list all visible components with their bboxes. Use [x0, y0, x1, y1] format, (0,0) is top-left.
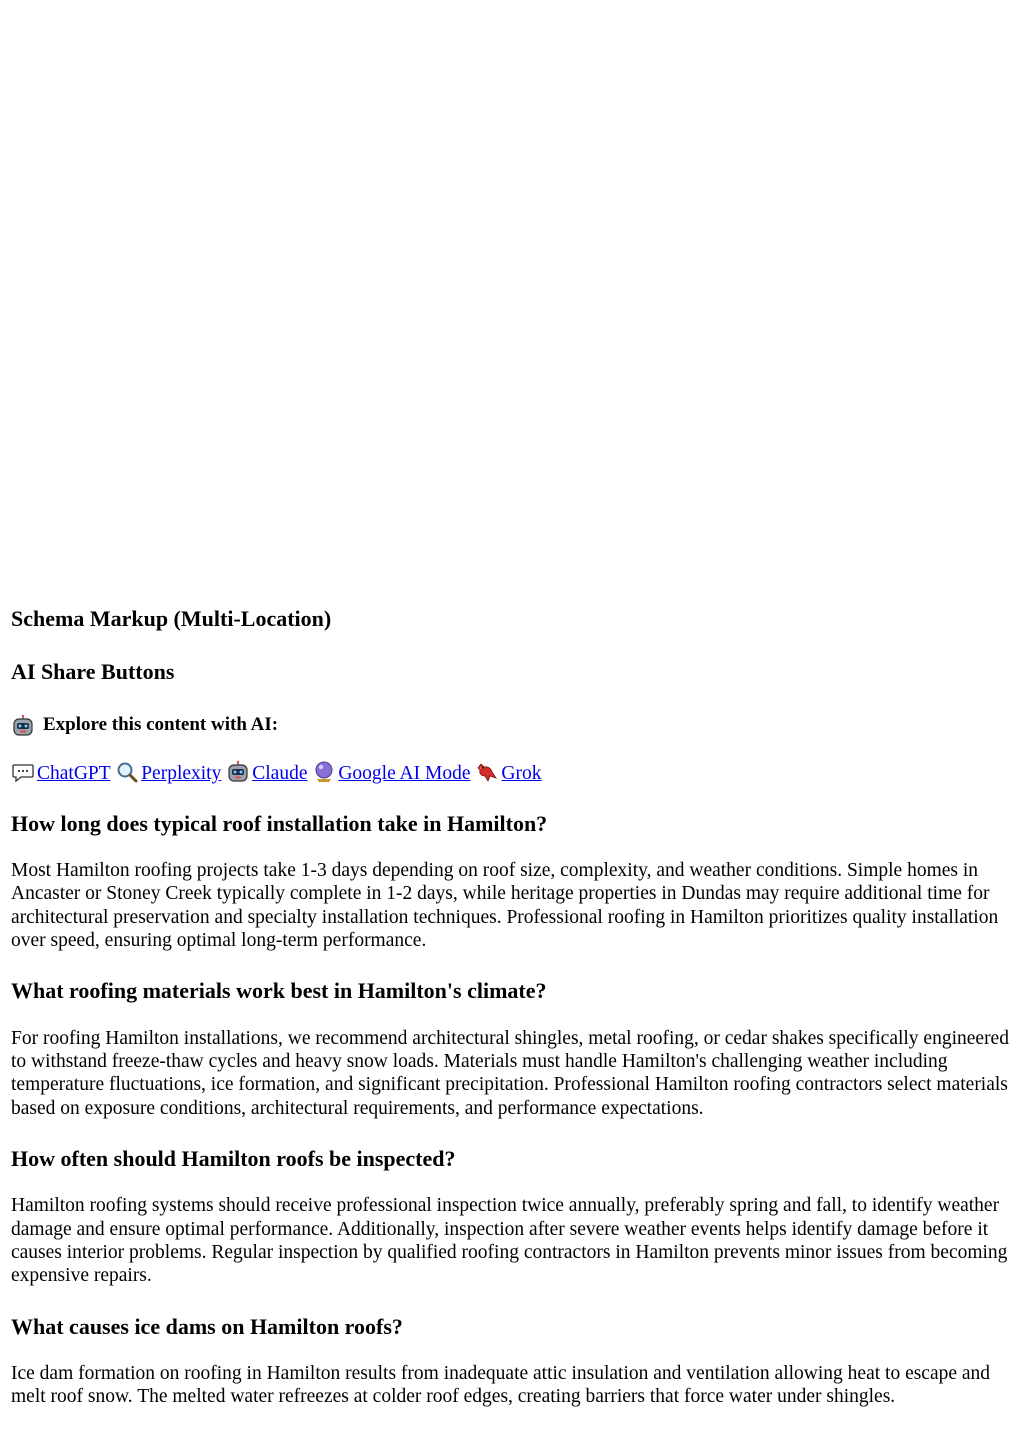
perplexity-link-label: Perplexity [141, 762, 222, 784]
chatgpt-link[interactable] [11, 763, 110, 784]
explore-label-text: Explore this content with AI: [43, 714, 279, 736]
faq-answer: For roofing Hamilton installations, we recommend architectural shingles, metal roofing, or cedar shakes specifically engineered to withstand freeze-thaw cycles and heavy snow loads. Materials must handle Hamilton's challenging weather including temperature fluctuations, ice formation, and significant precipitation. Professional Hamilton roofing contractors select materials based on exposure conditions, architectural requirements, and performance expectations. [11, 1027, 1009, 1119]
google-ai-mode-link-label: Google AI Mode [338, 762, 471, 784]
faq-question: How long does typical roof installation take in Hamilton? [11, 810, 548, 836]
robot-icon [11, 714, 35, 738]
faq-answer: Hamilton roofing systems should receive professional inspection twice annually, preferably spring and fall, to identify weather damage and ensure optimal performance. Additionally, inspection after severe weather events helps identify damage before it causes interior problems. Regular inspection by qualified roofing contractors in Hamilton prevents minor issues from becoming expensive repairs. [11, 1195, 1008, 1287]
ai-share-buttons-heading: AI Share Buttons [11, 659, 175, 685]
google-ai-mode-link[interactable] [312, 763, 470, 784]
crystal-ball-icon [312, 760, 336, 784]
explore-with-ai-label [11, 714, 1016, 738]
bird-icon [475, 760, 499, 784]
article-content [11, 600, 1016, 1409]
schema-markup-heading: Schema Markup (Multi-Location) [11, 606, 332, 631]
perplexity-link[interactable] [115, 763, 221, 784]
speech-bubble-icon [11, 760, 35, 784]
faq-question: What roofing materials work best in Hamilton's climate? [11, 978, 547, 1004]
faq-answer: Most Hamilton roofing projects take 1-3 days depending on roof size, complexity, and weather conditions. Simple homes in Ancaster or Stoney Creek typically complete in 1-2 days, while heritage properties in Dundas may require additional time for architectural preservation and specialty installation techniques. Professional roofing in Hamilton prioritizes quality installation over speed, ensuring optimal long-term performance. [11, 860, 999, 952]
grok-link-label: Grok [501, 762, 542, 784]
chatgpt-link-label: ChatGPT [37, 762, 111, 784]
faq-answer: Ice dam formation on roofing in Hamilton results from inadequate attic insulation and ventilation allowing heat to escape and melt roof snow. The melted water refreezes at colder roof edges, creating barriers that force water under shingles. [11, 1362, 991, 1408]
faq-question: How often should Hamilton roofs be inspected? [11, 1145, 456, 1171]
grok-link[interactable] [475, 763, 541, 784]
claude-link-label: Claude [252, 762, 308, 784]
robot-icon [226, 760, 250, 784]
ai-links-row [11, 760, 1016, 785]
claude-link[interactable] [226, 763, 307, 784]
faq-question: What causes ice dams on Hamilton roofs? [11, 1313, 403, 1339]
magnifier-icon [115, 760, 139, 784]
